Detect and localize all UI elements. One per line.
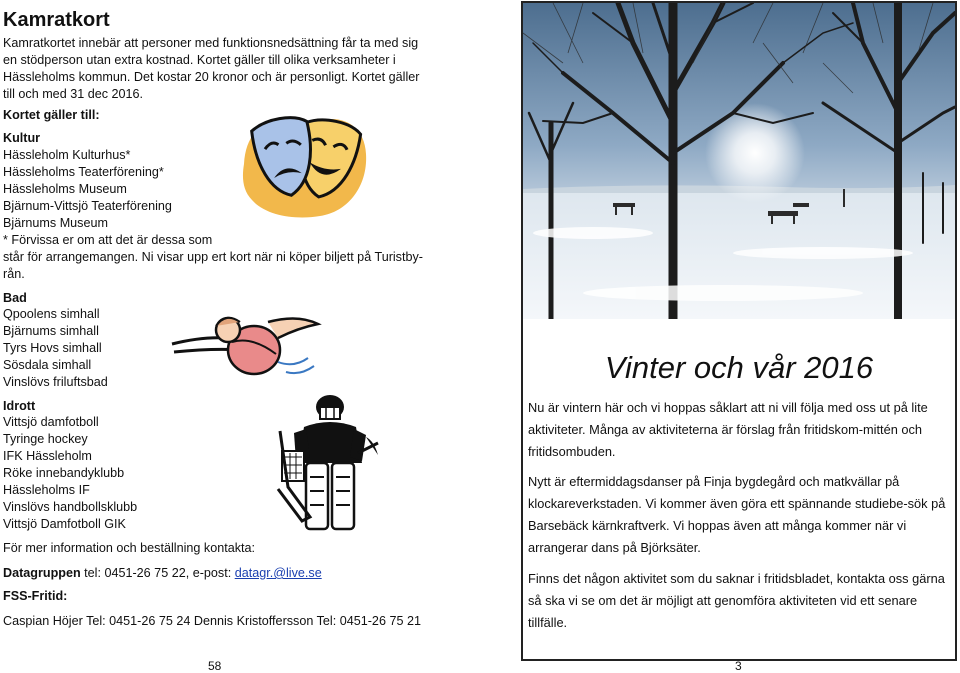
email-link[interactable]: datagr.@live.se <box>234 566 322 580</box>
intro-line: en stödperson utan extra kostnad. Kortet gäller till olika verksamheter i <box>3 53 396 67</box>
list-item: Hässleholms Museum <box>3 182 127 196</box>
sport-heading: Idrott <box>3 399 36 413</box>
list-item: Hässleholms IF <box>3 483 90 497</box>
paragraph-news: Nytt är eftermiddagsdanser på Finja bygdegård och matkvällar på klockareverkstaden. Vi kommer även göra ett spännande studiebe-sök på Barsebäck kärnkraftverk. Vi hoppas även att många kommer när vi arrangerar dans på Björksäter. <box>528 474 946 555</box>
theatre-masks-icon <box>236 104 376 222</box>
valid-heading: Kortet gäller till: <box>3 108 100 122</box>
contact-org: Datagruppen <box>3 566 81 580</box>
culture-list <box>3 147 443 283</box>
content-frame <box>521 1 957 661</box>
left-page <box>0 0 480 672</box>
list-item: Bjärnums simhall <box>3 324 99 338</box>
paragraph-contact: Finns det någon aktivitet som du saknar i fritidsbladet, kontakta oss gärna så ska vi se om det är möjligt att genomföra aktiviteten vid ett senare tillfälle. <box>528 571 945 630</box>
hockey-goalie-icon <box>276 393 382 541</box>
contact-persons: Caspian Höjer Tel: 0451-26 75 24 Dennis Kristoffersson Tel: 0451-26 75 21 <box>3 614 421 628</box>
list-item: Röke innebandyklubb <box>3 466 125 480</box>
culture-heading: Kultur <box>3 131 41 145</box>
list-item: IFK Hässleholm <box>3 449 92 463</box>
list-item: Bjärnum-Vittsjö Teaterförening <box>3 199 172 213</box>
list-item: Sösdala simhall <box>3 358 92 372</box>
intro-line: Hässleholms kommun. Det kostar 20 kronor och är personligt. Kortet gäller <box>3 70 420 84</box>
list-item: Vittsjö Damfotboll GIK <box>3 517 126 531</box>
list-item: Hässleholm Kulturhus* <box>3 148 131 162</box>
list-item: Qpoolens simhall <box>3 307 100 321</box>
list-item: Hässleholms Teaterförening* <box>3 165 164 179</box>
bath-heading: Bad <box>3 291 27 305</box>
list-item: står för arrangemangen. Ni visar upp ert kort när ni köper biljett på Turistby- <box>3 250 423 264</box>
contact-details: tel: 0451-26 75 22, e-post: <box>80 566 235 580</box>
page-title: Kamratkort <box>3 9 110 31</box>
page-number: 58 <box>208 659 222 673</box>
list-item: Vittsjö damfotboll <box>3 415 99 429</box>
list-item: Tyrs Hovs simhall <box>3 341 102 355</box>
right-page <box>480 0 960 672</box>
contact-fss <box>3 589 67 603</box>
winter-lake-photo <box>523 3 955 319</box>
intro-line: till och med 31 dec 2016. <box>3 87 144 101</box>
paragraph-intro: Nu är vintern här och vi hoppas såklart att ni vill följa med oss ut på lite aktiviteter. Många av aktiviteterna är förslag från fritidskom-mittén och fritidsombuden. <box>528 400 928 459</box>
list-item: * Förvissa er om att det är dessa som <box>3 233 213 247</box>
contact-org: FSS-Fritid: <box>3 589 68 603</box>
intro-paragraph <box>3 35 433 103</box>
contact-intro: För mer information och beställning kontakta: <box>3 541 255 555</box>
list-item: rån. <box>3 267 25 281</box>
page-number: 3 <box>735 659 742 673</box>
contact-datagruppen <box>3 566 322 580</box>
list-item: Vinslövs handbollsklubb <box>3 500 138 514</box>
swimmer-icon <box>168 300 328 384</box>
list-item: Bjärnums Museum <box>3 216 108 230</box>
newsletter-title: Vinter och vår 2016 <box>604 350 874 385</box>
intro-line: Kamratkortet innebär att personer med funktionsnedsättning får ta med sig <box>3 36 419 50</box>
list-item: Vinslövs friluftsbad <box>3 375 108 389</box>
list-item: Tyringe hockey <box>3 432 88 446</box>
